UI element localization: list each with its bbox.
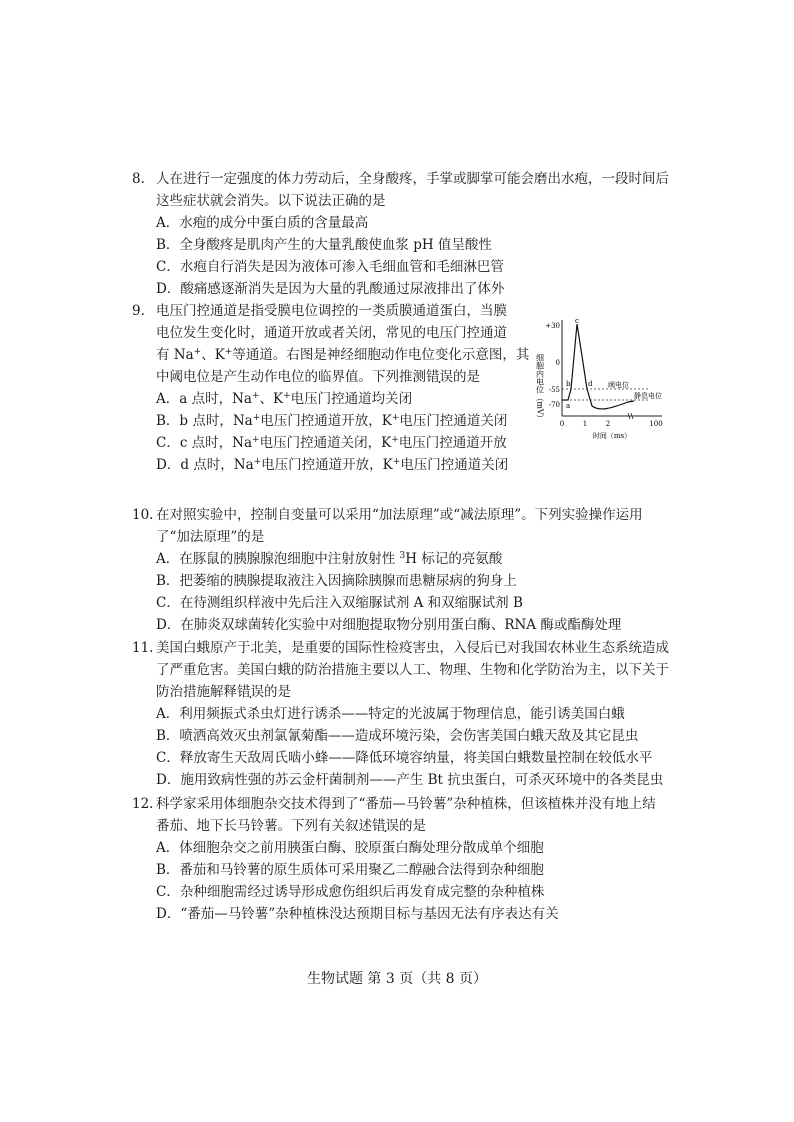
option-c: C．水疱自行消失是因为液体可渗入毛细血管和毛细淋巴管: [156, 259, 504, 275]
question-10: [132, 504, 680, 636]
question-number: 9.: [132, 303, 145, 319]
page-footer: 生物试题 第 3 页（共 8 页）: [306, 971, 488, 987]
question-number: 10.: [132, 507, 154, 523]
question-stem-line: 了严重危害。美国白蛾的防治措施主要以人工、物理、生物和化学防治为主，以下关于: [156, 662, 669, 678]
action-potential-figure: [530, 316, 670, 446]
option-text: 电压门控通道关闭: [400, 457, 509, 473]
x-tick-label: 0: [559, 420, 565, 428]
stem-text: 、K: [201, 347, 225, 363]
y-axis-label: 细胞内电位（mV）: [535, 353, 545, 423]
option-c: C．杂种细胞需经过诱导形成愈伤组织后再发育成完整的杂种植株: [156, 884, 545, 900]
option-a: [132, 388, 524, 410]
y-tick-label: -55: [548, 386, 560, 394]
option-a: A．体细胞杂交之前用胰蛋白酶、胶原蛋白酶处理分散成单个细胞: [156, 840, 544, 856]
x-axis-label: 时间（ms）: [592, 432, 632, 440]
question-number: 12.: [132, 796, 154, 812]
question-stem-line: [132, 300, 524, 322]
superscript: +: [283, 391, 291, 401]
question-12: [132, 793, 680, 925]
stem-text: 番茄、地下长马铃薯。下列有关叙述: [156, 818, 372, 834]
option-d: D．在肺炎双球菌转化实验中对细胞提取物分别用蛋白酶、RNA 酶或酯酶处理: [156, 617, 622, 633]
superscript: +: [224, 347, 233, 357]
rest-label: 静息电位: [634, 392, 662, 400]
option-text: 电压门控通道关闭，K: [259, 435, 392, 451]
point-label-c: c: [575, 317, 579, 325]
question-stem-line: [132, 190, 680, 212]
x-tick-label: 1: [582, 420, 588, 428]
y-tick-label: -70: [548, 401, 560, 409]
option-c: C．在待测组织样液中先后注入双缩脲试剂 A 和双缩脲试剂 B: [156, 595, 523, 611]
option-d: D．“番茄—马铃薯”杂种植株没达预期目标与基因无法有序表达有关: [156, 906, 559, 922]
option-c: C．释放寄生天敌周氏啮小蜂——降低环境容纳量，将美国白蛾数量控制在较低水平: [156, 750, 653, 766]
option-text: A．a 点时，Na: [156, 391, 252, 407]
question-stem-line: 电位发生变化时，通道开放或者关闭，常见的电压门控通道: [156, 325, 507, 341]
option-d: [132, 454, 524, 476]
option-b: B．全身酸疼是肌肉产生的大量乳酸使血浆 pH 值呈酸性: [156, 237, 492, 253]
point-label-b: b: [566, 380, 571, 388]
option-a: A．水疱的成分中蛋白质的含量最高: [156, 215, 369, 231]
question-stem-line: [132, 815, 680, 837]
x-tick-label: 100: [649, 420, 663, 428]
question-stem-line: [132, 681, 680, 703]
superscript: +: [193, 347, 202, 357]
option-c: [132, 432, 524, 454]
emphasis-word: 错误: [237, 684, 264, 700]
emphasis-word: 错误: [372, 818, 399, 834]
question-number: 8.: [132, 171, 145, 187]
option-d: D．施用致病性强的苏云金杆菌制剂——产生 Bt 抗虫蛋白，可杀灭环境中的各类昆虫: [156, 772, 664, 788]
option-b: B．喷洒高效灭虫剂氯氰菊酯——造成环境污染，会伤害美国白蛾天敌及其它昆虫: [156, 728, 639, 744]
superscript: +: [251, 391, 260, 401]
stem-text: 的是: [264, 684, 291, 700]
option-text: C．c 点时，Na: [156, 435, 253, 451]
option-b: B．把萎缩的胰腺提取液注入因摘除胰腺而患糖尿病的狗身上: [156, 573, 517, 589]
superscript: +: [391, 435, 399, 445]
question-11: [132, 637, 680, 791]
option-b: [132, 410, 524, 432]
option-a: A．利用频振式杀虫灯进行诱杀——特定的光波属于物理信息，能引诱美国白蛾: [156, 706, 625, 722]
option-text: D．d 点时，Na: [156, 457, 254, 473]
question-stem-line: [132, 366, 524, 388]
option-b: B．番茄和马铃薯的原生质体可采用聚乙二醇融合法得到杂种细胞: [156, 862, 544, 878]
x-tick-label: 2: [605, 420, 611, 428]
question-stem-line: [132, 793, 680, 815]
question-stem-line: [132, 637, 680, 659]
option-text: H 标记的亮氨酸: [405, 551, 503, 567]
stem-text: 有 Na: [156, 347, 194, 363]
option-text: 电压门控通道开放: [398, 435, 507, 451]
question-stem-line: [132, 168, 680, 190]
option-text: A．在豚鼠的胰腺腺泡细胞中注射放射性: [156, 551, 400, 567]
superscript: +: [253, 457, 262, 467]
question-8: [132, 168, 680, 300]
point-label-a: a: [566, 402, 571, 410]
y-tick-label: +30: [545, 322, 560, 330]
question-stem-line: [132, 504, 680, 526]
question-number: 11.: [132, 640, 154, 656]
question-stem-text: 这些症状就会消失。以下说法正确的是: [156, 193, 386, 209]
option-text: 电压门控通道开放，K: [260, 413, 392, 429]
option-d: D．酸痛感逐渐消失是因为大量的乳酸通过尿液排出了体外: [156, 281, 505, 297]
stem-text: 中阈电位是产生动作电位的临界值。下列推测: [156, 369, 426, 385]
superscript: +: [252, 435, 260, 445]
emphasis-word: 错误: [426, 369, 453, 385]
question-stem-text: 美国白蛾原产于北美，是重要的国际性检疫害虫，入侵后已对我国农林业生态系统造成: [156, 640, 669, 656]
question-stem-text: 电压门控通道是指受膜电位调控的一类质膜通道蛋白，当膜: [156, 303, 507, 319]
superscript: +: [391, 413, 400, 423]
superscript: 3: [399, 551, 406, 561]
stem-text: 防治措施解释: [156, 684, 237, 700]
option-text: B．b 点时，Na: [156, 413, 253, 429]
question-stem-line: [132, 344, 530, 366]
option-a: [132, 548, 680, 570]
stem-text: 的是: [399, 818, 426, 834]
question-stem-text: 在对照实验中，控制自变量可以采用“加法原理”或“减法原理”。下列实验操作运用: [156, 507, 643, 523]
stem-text: 的是: [453, 369, 480, 385]
option-text: 电压门控通道关闭: [399, 413, 508, 429]
question-stem-text: 科学家采用体细胞杂交技术得到了“番茄—马铃薯”杂种植株，但该植株并没有地上结: [156, 796, 656, 812]
stem-text: 等通道。右图是神经细胞动作电位变化示意图，其: [232, 347, 530, 363]
superscript: +: [392, 457, 401, 467]
question-stem-text: 人在进行一定强度的体力劳动后，全身酸疼，手掌或脚掌可能会磨出水疱，一段时间后: [156, 171, 669, 187]
question-stem-line: 了“加法原理”的是: [156, 529, 265, 545]
superscript: +: [252, 413, 261, 423]
y-tick-label: 0: [555, 359, 560, 367]
option-text: 电压门控通道均关闭: [290, 391, 413, 407]
option-text: 、K: [259, 391, 284, 407]
option-text: 电压门控通道开放，K: [261, 457, 393, 473]
threshold-label: 阈电位: [608, 381, 629, 389]
potential-curve: [562, 324, 634, 409]
point-label-d: d: [588, 380, 593, 388]
